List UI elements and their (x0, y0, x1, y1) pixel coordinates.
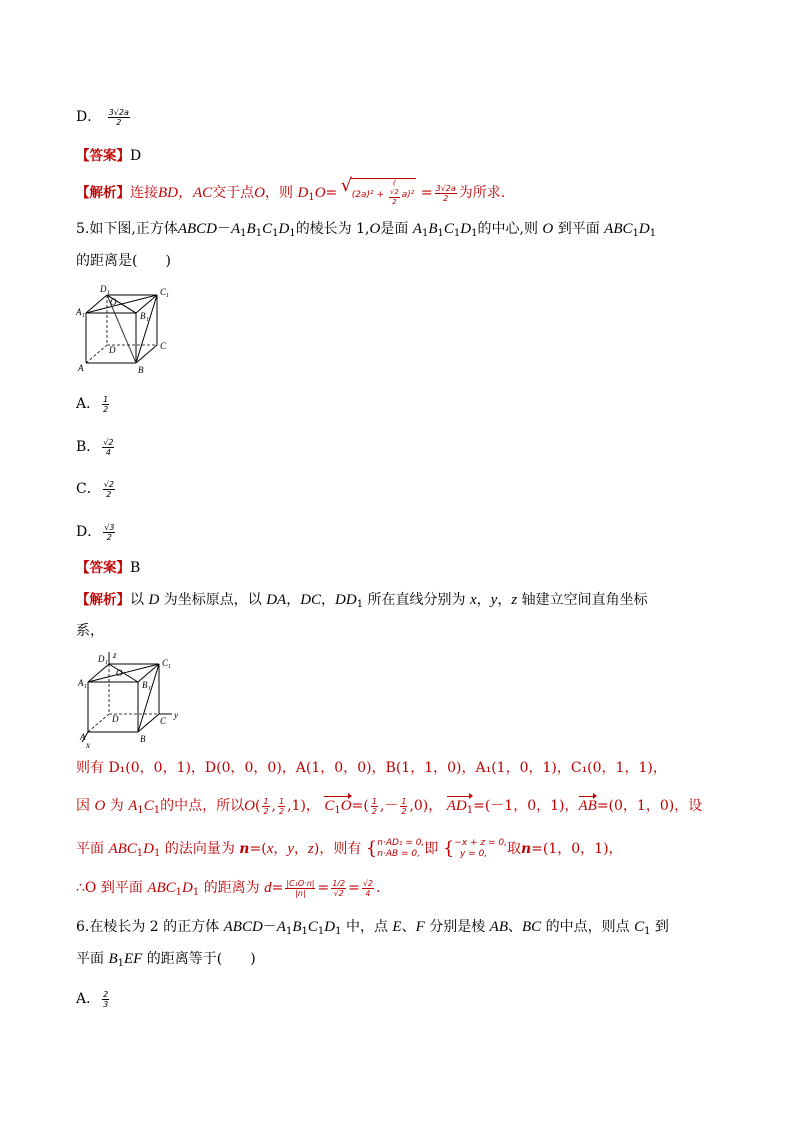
option-d-prev: D． $\frac{3√2a}{2}$ (76, 107, 129, 127)
svg-text:B: B (140, 734, 146, 744)
svg-text:D: D (100, 284, 107, 294)
analysis-prev: 【解析】连接BD，AC交于点O，则 $D_1O=$ √ (2a)² + ( √2 2 a)² = $\frac{3√2a}{2}$ 为所求. (76, 175, 506, 206)
svg-text:1: 1 (148, 686, 151, 692)
svg-text:D: D (109, 345, 116, 355)
q5-option-c: C． $\frac{√2}{2}$ (76, 479, 114, 499)
cube-axes-figure (74, 650, 194, 750)
q5-option-a: A． $\frac{1}{2}$ (76, 394, 109, 414)
q5-line2: 的距离是( ) (76, 253, 171, 269)
q5-option-d: D． $\frac{√3}{2}$ (76, 522, 115, 542)
q5-midpoint: 因 O 为 $A_1C_1$的中点，所以O( $\frac{1}{2}$ , $\frac{1}{2}$ ,1)， $C_1O=$( $\frac{1}{2}$ ,－ $\frac{1}{2}$ ,0)， $AD_1=(-1$，0，1)，AB=(0，1，0)，设 (76, 795, 702, 822)
q6-option-a: A． $\frac{2}{3}$ (76, 989, 109, 1009)
svg-text:O: O (110, 297, 117, 307)
svg-text:A: A (76, 307, 82, 317)
q6-line1: 6.在棱长为 2 的正方体 $ABCD-A_1B_1C_1D_1$ 中，点 E、F 分别是棱 AB、BC 的中点，则点 $C_1$ 到 (76, 919, 669, 937)
svg-text:A: A (78, 363, 84, 373)
svg-text:C: C (160, 287, 167, 297)
svg-text:1: 1 (82, 313, 85, 319)
svg-text:1: 1 (168, 664, 171, 670)
svg-text:D: D (98, 654, 105, 664)
q5-analysis-line2: 系， (76, 623, 104, 639)
svg-text:B: B (138, 365, 144, 375)
answer-prev: 【答案】D (76, 148, 142, 164)
cube-figure (74, 283, 184, 375)
q5-line1: 5.如下图,正方体$ABCD-A_1B_1C_1D_1$的棱长为 1,O是面 $A_1B_1C_1D_1$的中心,则 O 到平面 $ABC_1D_1$ (76, 221, 657, 239)
q5-coords: 则有 D₁(0，0，1)，D(0，0，0)，A(1，0，0)，B(1，1，0)，A₁(1，0，1)，C₁(0，1，1)， (76, 760, 667, 776)
svg-text:A: A (78, 678, 84, 688)
q5-answer: 【答案】B (76, 560, 141, 576)
svg-text:1: 1 (166, 293, 169, 299)
svg-text:C: C (160, 341, 167, 351)
svg-text:C: C (160, 716, 167, 726)
q5-distance: ∴O 到平面 $ABC_1D_1$ 的距离为 d= $\frac{\text{|C₁O·n|}}{|n|}$ = $\frac{1/2}{√2}$ = $\frac{√2}{4}$ . (76, 878, 381, 898)
q5-normal: 平面 $ABC_1D_1$ 的法向量为 n=(x，y，z)，则有 { n·AD₁ = 0, n·AB = 0, 即 { −x + z = 0, y = 0, 取n=(1，0，1)， (76, 838, 623, 859)
svg-text:1: 1 (105, 660, 108, 666)
sqrt-expression: √ (2a)² + ( √2 2 a)² (340, 175, 415, 206)
q6-line2: 平面 $B_1EF$ 的距离等于( ) (76, 951, 256, 969)
q5-analysis-line1: 【解析】以 D 为坐标原点，以 DA，DC，$DD_1$ 所在直线分别为 x，y，z 轴建立空间直角坐标 (76, 592, 648, 610)
svg-text:y: y (174, 710, 178, 720)
svg-text:1: 1 (146, 317, 149, 323)
q5-option-b: B． $\frac{√2}{4}$ (76, 437, 114, 457)
svg-text:z: z (113, 650, 117, 660)
svg-text:1: 1 (107, 290, 110, 296)
svg-text:O: O (116, 668, 123, 678)
svg-text:A: A (80, 732, 86, 742)
svg-text:B: B (140, 311, 146, 321)
svg-text:C: C (162, 658, 169, 668)
svg-text:B: B (142, 680, 148, 690)
svg-text:x: x (86, 740, 90, 750)
svg-text:1: 1 (84, 684, 87, 690)
fraction: $\frac{3√2a}{2}$ (108, 107, 129, 127)
svg-text:D: D (112, 714, 119, 724)
